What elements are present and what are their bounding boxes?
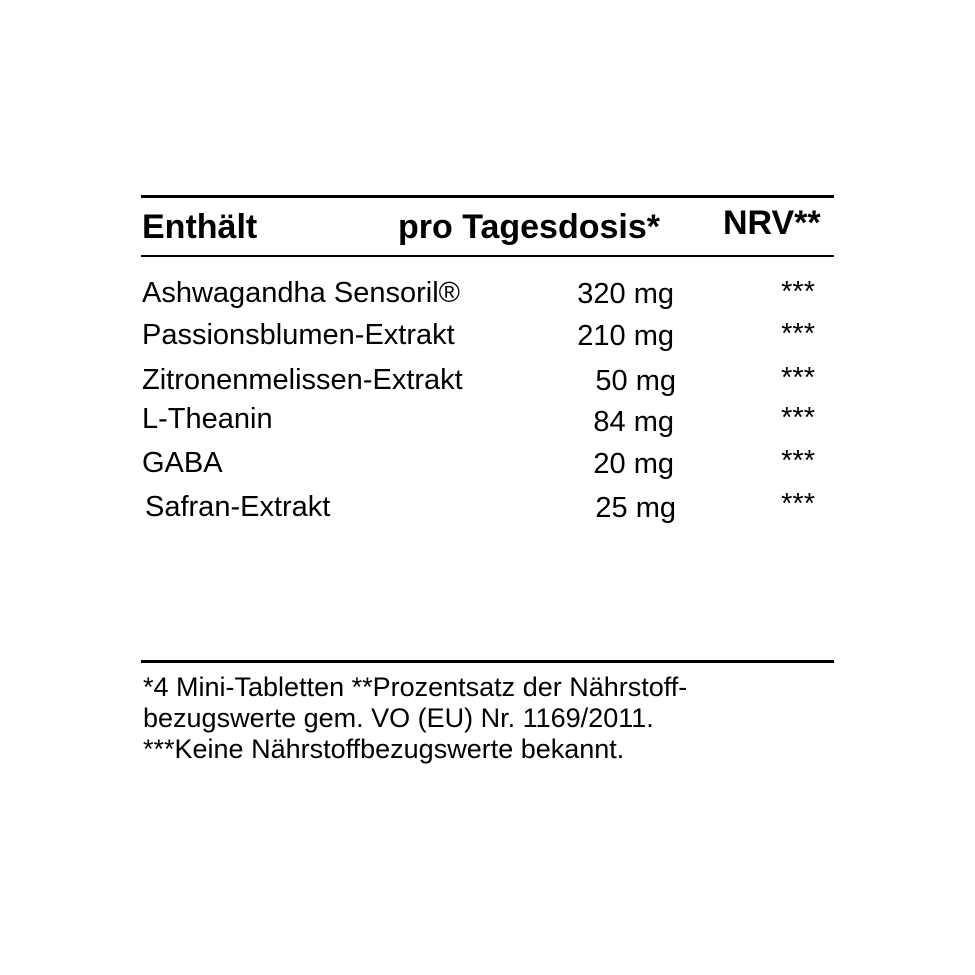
- footnote-line-3: ***Keine Nährstoffbezugswerte bekannt.: [143, 734, 625, 764]
- row-nrv-theanin: ***: [781, 402, 815, 434]
- footnote-top-rule: [141, 660, 834, 663]
- header-contains: Enthält: [142, 208, 258, 246]
- header-divider-rule: [141, 255, 834, 257]
- header-nrv: NRV**: [723, 204, 821, 242]
- row-name-safran: Safran-Extrakt: [145, 491, 331, 523]
- row-amount-theanin: 84 mg: [593, 406, 674, 438]
- row-name-zitronenmelisse: Zitronenmelissen-Extrakt: [142, 364, 463, 396]
- row-name-gaba: GABA: [142, 447, 223, 479]
- row-amount-safran: 25 mg: [595, 492, 676, 524]
- row-amount-zitronenmelisse: 50 mg: [595, 365, 676, 397]
- row-nrv-passionsblumen: ***: [781, 318, 815, 350]
- row-nrv-zitronenmelisse: ***: [781, 362, 815, 394]
- row-name-theanin: L-Theanin: [142, 403, 273, 435]
- row-amount-gaba: 20 mg: [593, 448, 674, 480]
- footnote-line-1: *4 Mini-Tabletten **Prozentsatz der Nährstoff-: [143, 672, 688, 702]
- footnote-line-2: bezugswerte gem. VO (EU) Nr. 1169/2011.: [143, 703, 654, 733]
- row-nrv-gaba: ***: [781, 445, 815, 477]
- row-nrv-safran: ***: [781, 488, 815, 520]
- header-per-daily-dose: pro Tagesdosis*: [398, 208, 660, 246]
- row-name-passionsblumen: Passionsblumen-Extrakt: [142, 319, 455, 351]
- row-name-ashwagandha: Ashwagandha Sensoril®: [142, 277, 461, 309]
- row-nrv-ashwagandha: ***: [781, 276, 815, 308]
- row-amount-passionsblumen: 210 mg: [577, 320, 674, 352]
- table-top-rule: [141, 195, 834, 198]
- footnote: [143, 672, 843, 765]
- row-amount-ashwagandha: 320 mg: [577, 278, 674, 310]
